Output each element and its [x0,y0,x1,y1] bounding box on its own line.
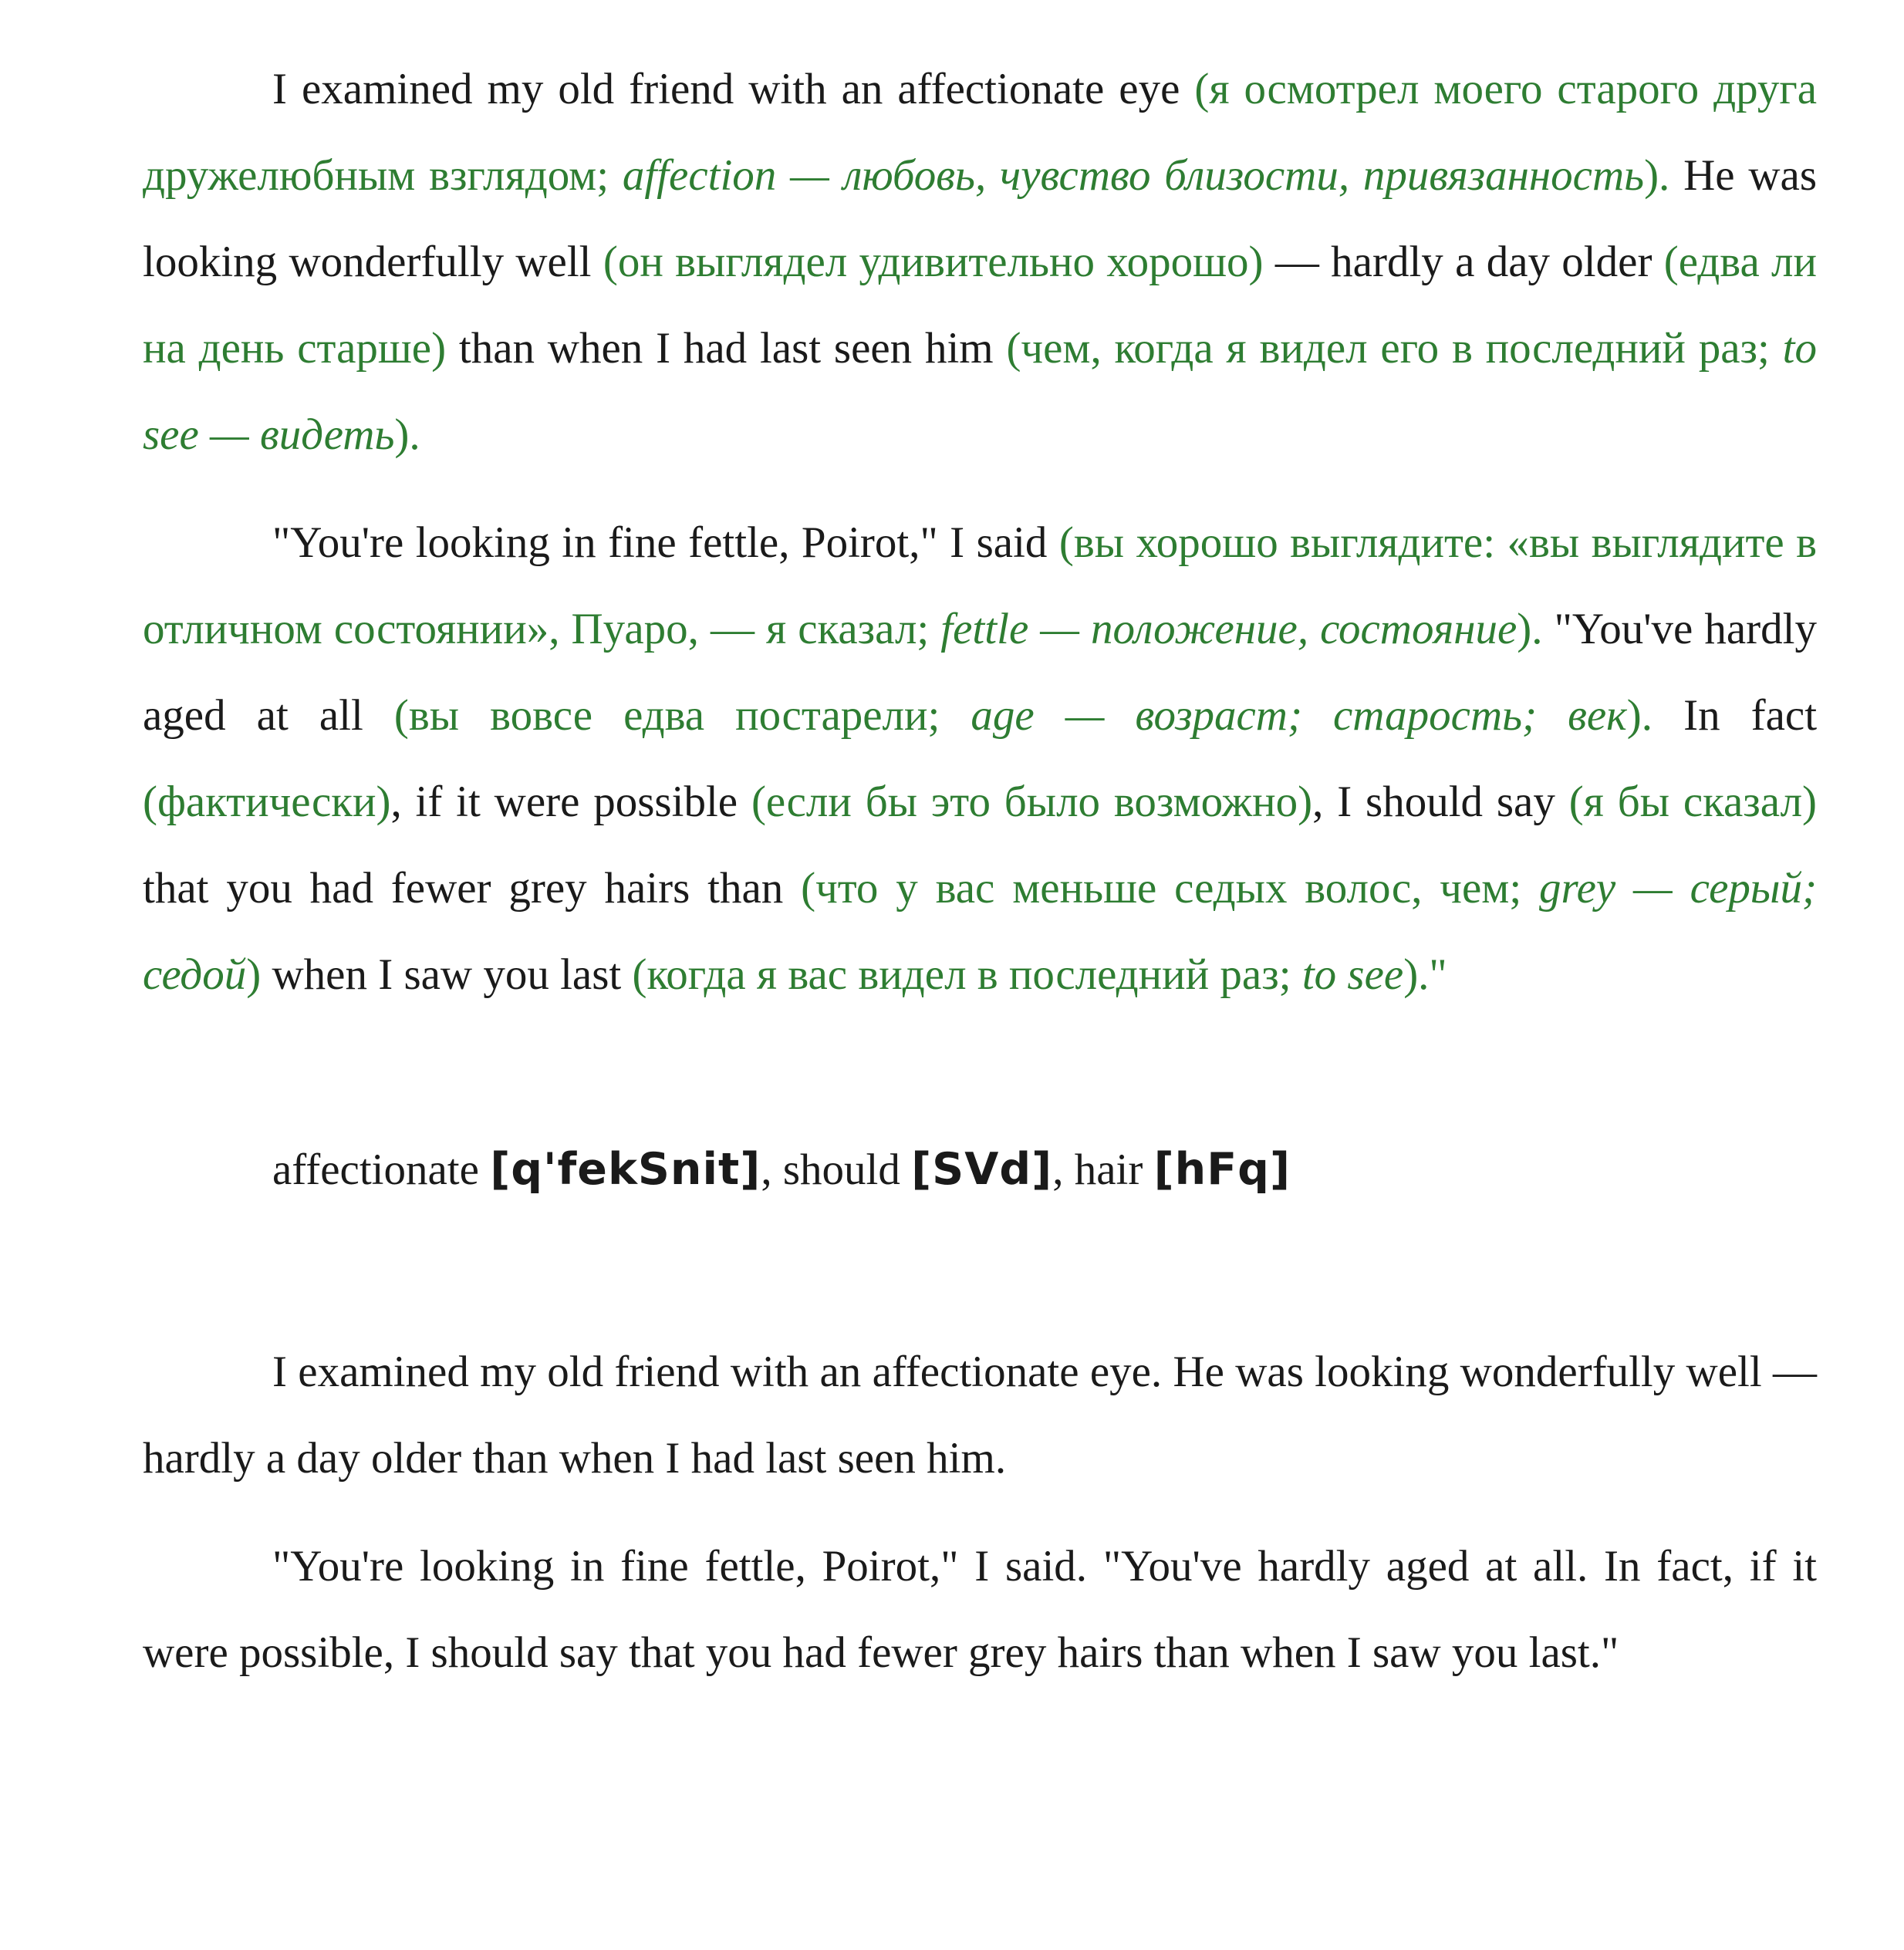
translation-close: ). [394,410,420,459]
gloss-meaning: — видеть [210,410,395,459]
gloss-meaning: — любовь, чувство близости, привязанность [790,151,1645,200]
english-text: , if it were possible [390,778,738,826]
russian-translation: (он выглядел удивительно хорошо) [603,238,1264,286]
english-text: — hardly a day older [1274,238,1652,286]
russian-translation: (вы вовсе едва постарели; [393,691,940,740]
russian-translation: (когда я вас видел в последний раз; [632,950,1291,999]
translation-close: ). [1626,691,1653,740]
english-text: "You're looking in fine fettle, Poirot," I said [272,518,1048,567]
english-text: that you had fewer grey hairs than [143,864,784,913]
gloss-word: to see [1301,950,1404,999]
translation-close: ). [1517,605,1543,653]
gloss-word: to see [143,324,1817,459]
russian-translation: (фактически) [143,778,391,826]
english-text: , I should say [1312,778,1555,826]
russian-translation: (чем, когда я видел его в последний раз; [1006,324,1770,373]
document-page [143,46,1817,1696]
translation-close: )." [1403,950,1447,999]
gloss-meaning: — возраст; старость; век [1065,691,1627,740]
russian-translation: (я бы сказал) [1568,778,1818,826]
russian-translation: (едва ли на день старше) [143,238,1817,373]
pronunciation-line [143,1126,1817,1213]
russian-translation: (я осмотрел моего старого друга дружелюбным взглядом; [143,65,1817,200]
gloss-word: grey [1539,864,1616,913]
gloss-meaning: — серый; седой [143,864,1818,999]
gloss-meaning: — положение, состояние [1040,605,1517,653]
transcription: [hFq] [1153,1144,1291,1195]
gloss-word: age [971,691,1035,740]
plain-paragraph-2: "You're looking in fine fettle, Poirot," I said. "You've hardly aged at all. In fact, if it were possible, I should say that you had fewer grey hairs than when I saw you last." [143,1542,1817,1677]
pronunciation-word: affectionate [272,1145,479,1194]
transcription: [SVd] [911,1144,1053,1195]
russian-translation: (вы хорошо выглядите: «вы выглядите в отличном состоянии», Пуаро, — я сказал; [143,518,1818,653]
transcription: [q'fekSnit] [490,1144,761,1195]
plain-paragraph-1: I examined my old friend with an affectionate eye. He was looking wonderfully well — hardly a day older than when I had last seen him. [143,1348,1817,1483]
english-text: "You've hardly aged at all [143,605,1818,740]
english-text: In fact [1683,691,1818,740]
gloss-word: affection [622,151,777,200]
english-text: than when I had last seen him [458,324,994,373]
english-text: when I saw you last [272,950,622,999]
pronunciation-word: , should [761,1145,900,1194]
annotated-paragraph-1 [143,46,1817,478]
english-text: He was looking wonderfully well [143,151,1818,286]
russian-translation: (если бы это было возможно) [751,778,1313,826]
russian-translation: (что у вас меньше седых волос, чем; [801,864,1522,913]
translation-close: ). [1644,151,1670,200]
translation-close: ) [246,950,262,999]
pronunciation-word: , hair [1052,1145,1143,1194]
gloss-word: fettle [940,605,1029,653]
english-text: I examined my old friend with an affectionate eye [272,65,1180,113]
annotated-paragraph-2 [143,500,1817,1018]
